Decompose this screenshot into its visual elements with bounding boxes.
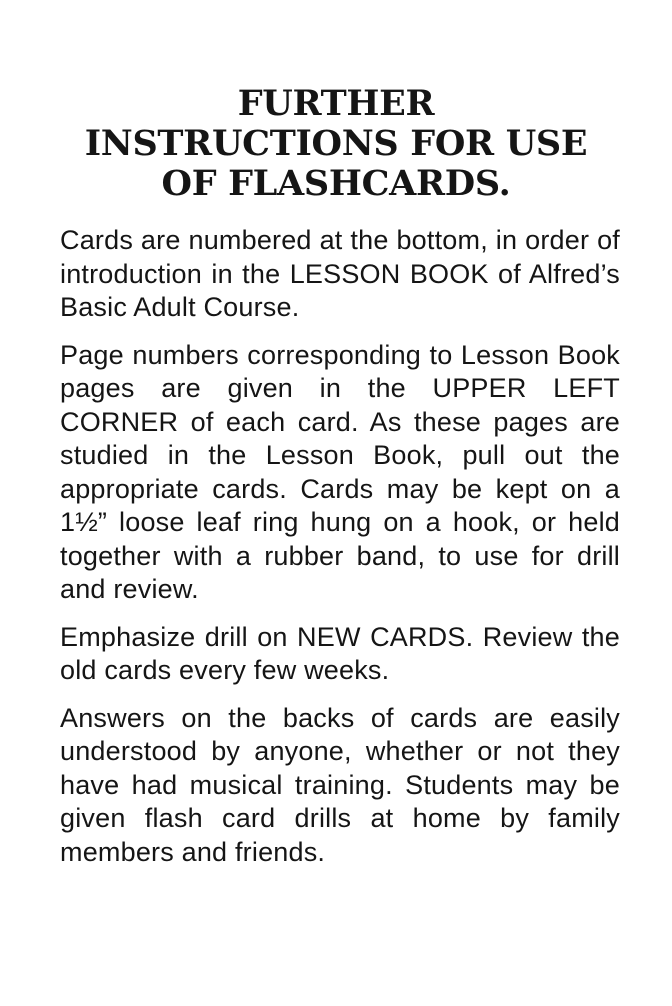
title-line-3: OF FLASHCARDS.	[161, 163, 511, 204]
title-line-2: INSTRUCTIONS FOR USE	[84, 123, 588, 164]
paragraph-page-numbers: Page numbers corresponding to Lesson Book pages are given in the UPPER LEFT CORNER of each card. As these pages are studied in the Lesson Book, pull out the appropriate cards. Cards may be kept on a 1½” loose leaf ring hung on a hook, or held together with a rubber band, to use for drill and review.	[60, 339, 620, 604]
paragraph-drill-emphasis: Emphasize drill on NEW CARDS. Review the old cards every few weeks.	[60, 621, 620, 685]
title-line-1: FURTHER	[237, 83, 435, 124]
paragraph-answers: Answers on the backs of cards are easily understood by anyone, whether or not they have had musical training. Students may be given flash card drills at home by family members and friends.	[60, 702, 620, 867]
paragraph-card-numbering: Cards are numbered at the bottom, in order of introduction in the LESSON BOOK of Alfred’s Basic Adult Course.	[60, 225, 620, 322]
page-title	[40, 84, 632, 204]
instructions-body	[60, 224, 620, 883]
